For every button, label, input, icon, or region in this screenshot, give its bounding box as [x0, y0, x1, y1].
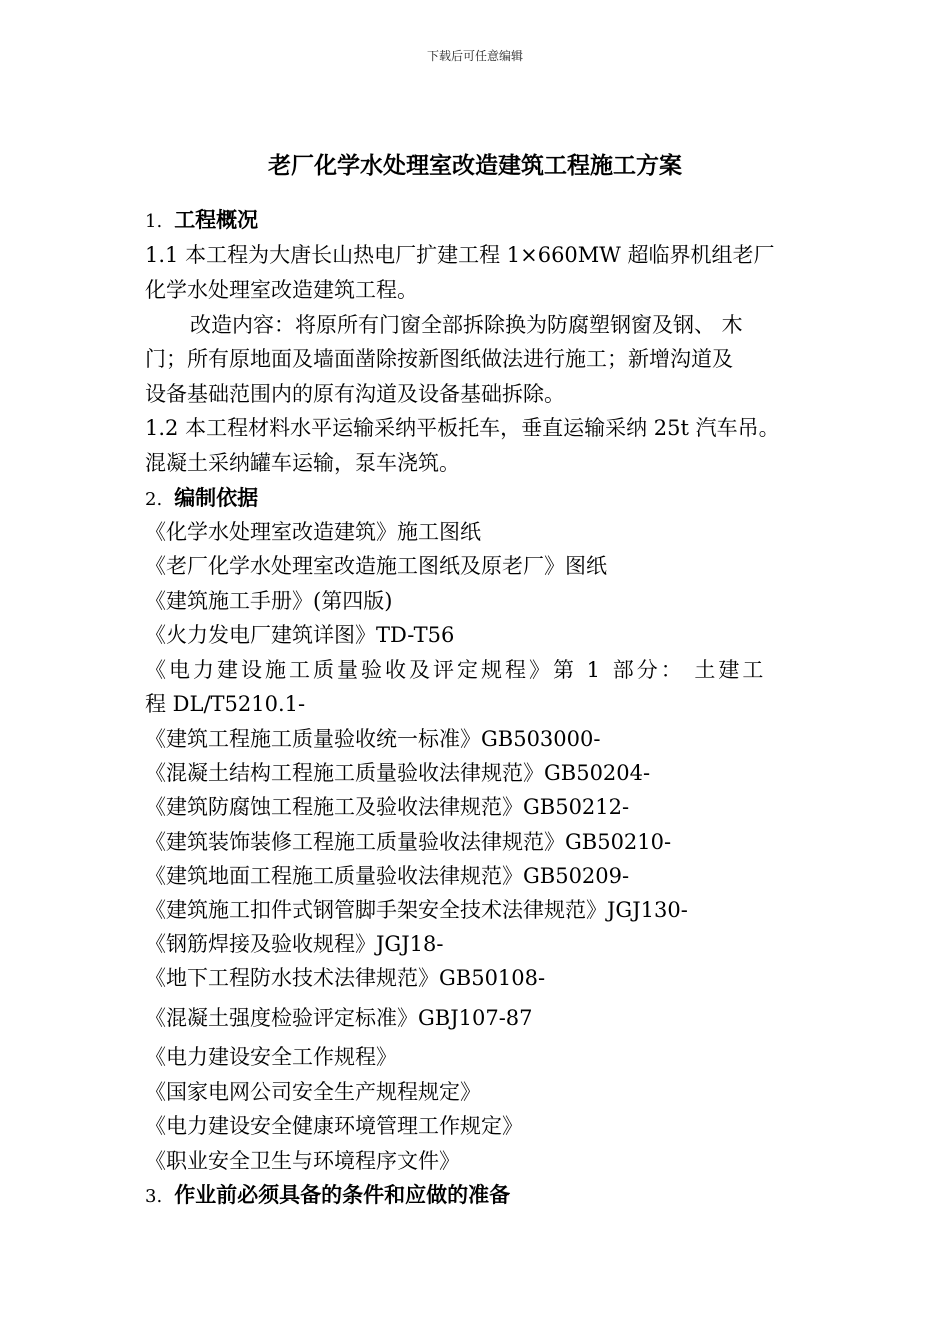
reference-item: 《建筑防腐蚀工程施工及验收法律规范》GB50212- — [145, 795, 630, 819]
overview-paragraph-line: 混凝土采纳罐车运输，泵车浇筑。 — [145, 451, 460, 475]
section-number: 2. — [145, 489, 163, 510]
reference-item: 《混凝土结构工程施工质量验收法律规范》GB50204- — [145, 761, 651, 785]
reference-item: 《老厂化学水处理室改造施工图纸及原老厂》图纸 — [145, 554, 607, 578]
section-title: 工程概况 — [174, 208, 259, 232]
overview-paragraph-line: 门；所有原地面及墙面凿除按新图纸做法进行施工；新增沟道及 — [145, 347, 733, 371]
overview-paragraph-line: 设备基础范围内的原有沟道及设备基础拆除。 — [145, 382, 565, 406]
reference-item: 《国家电网公司安全生产规程规定》 — [145, 1080, 481, 1104]
reference-item: 《化学水处理室改造建筑》施工图纸 — [145, 520, 481, 544]
overview-paragraph-line: 1.2 本工程材料水平运输采纳平板托车，垂直运输采纳 25t 汽车吊。 — [145, 416, 780, 440]
reference-item: 《电力建设施工质量验收及评定规程》第 1 部分： 土建工 — [145, 658, 767, 682]
reference-item: 《地下工程防水技术法律规范》GB50108- — [145, 966, 546, 990]
reference-item: 《火力发电厂建筑详图》TD-T56 — [145, 623, 455, 647]
overview-paragraph-line: 1.1 本工程为大唐长山热电厂扩建工程 1×660MW 超临界机组老厂 — [145, 243, 775, 267]
reference-item: 《建筑地面工程施工质量验收法律规范》GB50209- — [145, 864, 630, 888]
reference-item: 《电力建设安全健康环境管理工作规定》 — [145, 1114, 523, 1138]
reference-item: 《建筑工程施工质量验收统一标准》GB503000- — [145, 727, 601, 751]
section-number: 3. — [145, 1186, 163, 1207]
section-number: 1. — [145, 211, 163, 232]
section-title: 编制依据 — [174, 486, 259, 510]
reference-item: 《建筑装饰装修工程施工质量验收法律规范》GB50210- — [145, 830, 672, 854]
reference-item: 《混凝土强度检验评定标准》GBJ107-87 — [145, 1006, 533, 1030]
page-header: 下载后可任意编辑 — [426, 49, 523, 63]
section-heading-1 — [145, 206, 258, 236]
section-title: 作业前必须具备的条件和应做的准备 — [174, 1183, 511, 1207]
overview-paragraph-line: 改造内容：将原所有门窗全部拆除换为防腐塑钢窗及钢、 木 — [190, 313, 743, 337]
reference-item: 《建筑施工扣件式钢管脚手架安全技术法律规范》JGJ130- — [145, 898, 688, 922]
reference-item: 程 DL/T5210.1- — [145, 692, 306, 716]
overview-paragraph-line: 化学水处理室改造建筑工程。 — [145, 278, 418, 302]
reference-item: 《电力建设安全工作规程》 — [145, 1045, 397, 1069]
section-heading-2 — [145, 484, 258, 514]
section-heading-3 — [145, 1181, 510, 1211]
reference-item: 《建筑施工手册》(第四版) — [145, 589, 393, 613]
document-title: 老厂化学水处理室改造建筑工程施工方案 — [268, 153, 682, 179]
reference-item: 《职业安全卫生与环境程序文件》 — [145, 1149, 460, 1173]
reference-item: 《钢筋焊接及验收规程》JGJ18- — [145, 932, 444, 956]
